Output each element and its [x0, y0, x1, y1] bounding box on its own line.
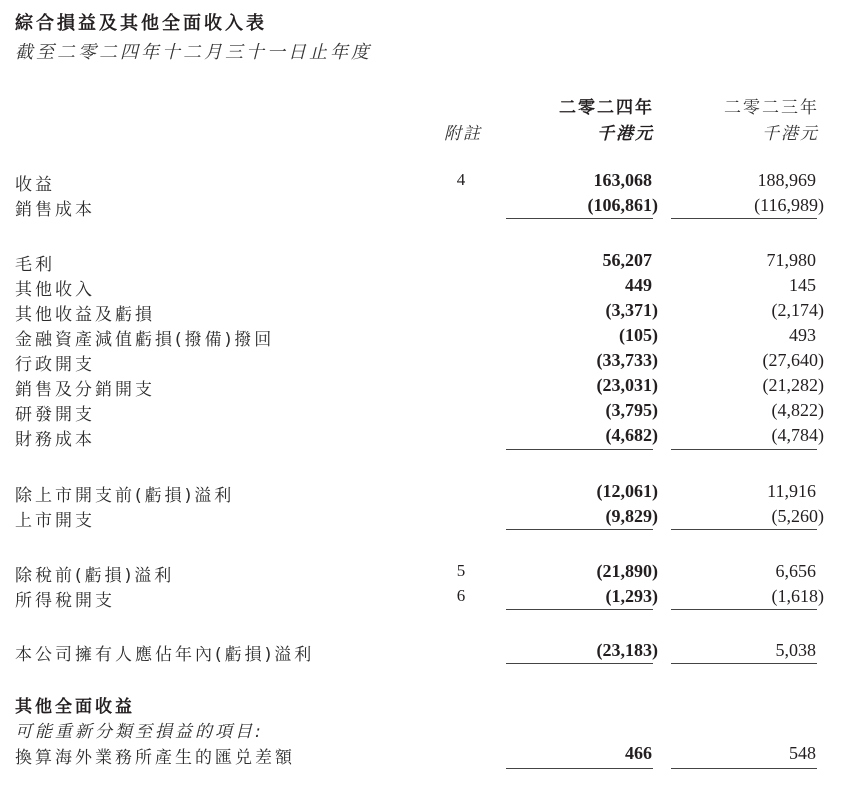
- row-label: 毛利: [15, 255, 55, 275]
- row-label: 行政開支: [15, 355, 95, 375]
- value-2024: 163,068: [593, 170, 652, 190]
- subtotal-rule-2023: [671, 768, 817, 769]
- row-label: 收益: [15, 175, 55, 195]
- value-2024: 449: [625, 275, 652, 295]
- row-revenue: [0, 170, 861, 195]
- row-label: 除稅前(虧損)溢利: [15, 566, 175, 586]
- col-header-note: 附註: [444, 124, 482, 144]
- value-2023: 71,980: [766, 250, 816, 270]
- row-label: 換算海外業務所產生的匯兑差額: [15, 748, 295, 768]
- value-2024: (4,682): [605, 425, 658, 445]
- col-header-year-2023: 二零二三年: [724, 98, 819, 118]
- subtotal-rule-2024: [506, 663, 653, 664]
- value-2023: (2,174): [771, 300, 824, 320]
- value-2023: (4,822): [771, 400, 824, 420]
- row-income-tax-expense: [0, 586, 861, 611]
- col-header-year-2024: 二零二四年: [559, 98, 654, 118]
- note-ref: 6: [456, 586, 466, 605]
- row-exchange-differences: [0, 743, 861, 768]
- row-label: 財務成本: [15, 430, 95, 450]
- row-impairment-financial-assets: [0, 325, 861, 350]
- row-administrative-expenses: [0, 350, 861, 375]
- subtotal-rule-2024: [506, 218, 653, 219]
- value-2023: (27,640): [762, 350, 824, 370]
- note-ref: 5: [456, 561, 466, 580]
- value-2023: 493: [789, 325, 816, 345]
- value-2023: (5,260): [771, 506, 824, 526]
- row-label: 其他收入: [15, 280, 95, 300]
- value-2023: (21,282): [762, 375, 824, 395]
- subtotal-rule-2023: [671, 529, 817, 530]
- row-label: 除上市開支前(虧損)溢利: [15, 486, 235, 506]
- value-2024: (105): [619, 325, 658, 345]
- value-2024: (1,293): [605, 586, 658, 606]
- subtotal-rule-2024: [506, 529, 653, 530]
- value-2024: (9,829): [605, 506, 658, 526]
- value-2024: 466: [625, 743, 652, 763]
- value-2023: (116,989): [754, 195, 824, 215]
- subtotal-rule-2023: [671, 609, 817, 610]
- subtotal-rule-2023: [671, 663, 817, 664]
- row-label: 所得稅開支: [15, 591, 115, 611]
- value-2024: (21,890): [596, 561, 658, 581]
- note-ref: 4: [456, 170, 466, 189]
- section-other-comprehensive-income: [0, 692, 861, 717]
- section-reclassifiable-items: [0, 717, 861, 742]
- value-2024: (3,371): [605, 300, 658, 320]
- row-cost-of-sales: [0, 195, 861, 220]
- subtotal-rule-2023: [671, 218, 817, 219]
- row-label: 銷售及分銷開支: [15, 380, 155, 400]
- statement-title: 綜合損益及其他全面收入表: [15, 13, 267, 34]
- value-2023: (4,784): [771, 425, 824, 445]
- value-2023: 11,916: [767, 481, 816, 501]
- section-subheading: 可能重新分類至損益的項目:: [15, 722, 264, 742]
- value-2024: (12,061): [596, 481, 658, 501]
- row-label: 銷售成本: [15, 200, 95, 220]
- value-2024: (23,031): [596, 375, 658, 395]
- row-selling-distribution-expenses: [0, 375, 861, 400]
- row-profit-before-tax: [0, 561, 861, 586]
- subtotal-rule-2024: [506, 449, 653, 450]
- row-label: 上市開支: [15, 511, 95, 531]
- subtotal-rule-2024: [506, 768, 653, 769]
- subtotal-rule-2023: [671, 449, 817, 450]
- col-header-unit-2023: 千港元: [762, 124, 819, 144]
- statement-period: 截至二零二四年十二月三十一日止年度: [15, 42, 372, 63]
- value-2024: (3,795): [605, 400, 658, 420]
- row-listing-expenses: [0, 506, 861, 531]
- value-2023: 548: [789, 743, 816, 763]
- row-gross-profit: [0, 250, 861, 275]
- row-rnd-expenses: [0, 400, 861, 425]
- row-other-income: [0, 275, 861, 300]
- value-2023: 5,038: [775, 640, 816, 660]
- row-profit-attributable-to-owners: [0, 640, 861, 665]
- row-label: 金融資產減值虧損(撥備)撥回: [15, 330, 275, 350]
- value-2024: (33,733): [596, 350, 658, 370]
- row-label: 其他收益及虧損: [15, 305, 155, 325]
- value-2023: 188,969: [757, 170, 816, 190]
- row-finance-costs: [0, 425, 861, 450]
- row-profit-before-listing-expenses: [0, 481, 861, 506]
- value-2023: 6,656: [775, 561, 816, 581]
- value-2024: (106,861): [587, 195, 658, 215]
- row-other-gains-losses: [0, 300, 861, 325]
- value-2024: 56,207: [602, 250, 652, 270]
- value-2023: (1,618): [771, 586, 824, 606]
- section-heading: 其他全面收益: [15, 697, 135, 717]
- col-header-unit-2024: 千港元: [597, 124, 654, 144]
- value-2023: 145: [789, 275, 816, 295]
- subtotal-rule-2024: [506, 609, 653, 610]
- row-label: 研發開支: [15, 405, 95, 425]
- value-2024: (23,183): [596, 640, 658, 660]
- row-label: 本公司擁有人應佔年內(虧損)溢利: [15, 645, 315, 665]
